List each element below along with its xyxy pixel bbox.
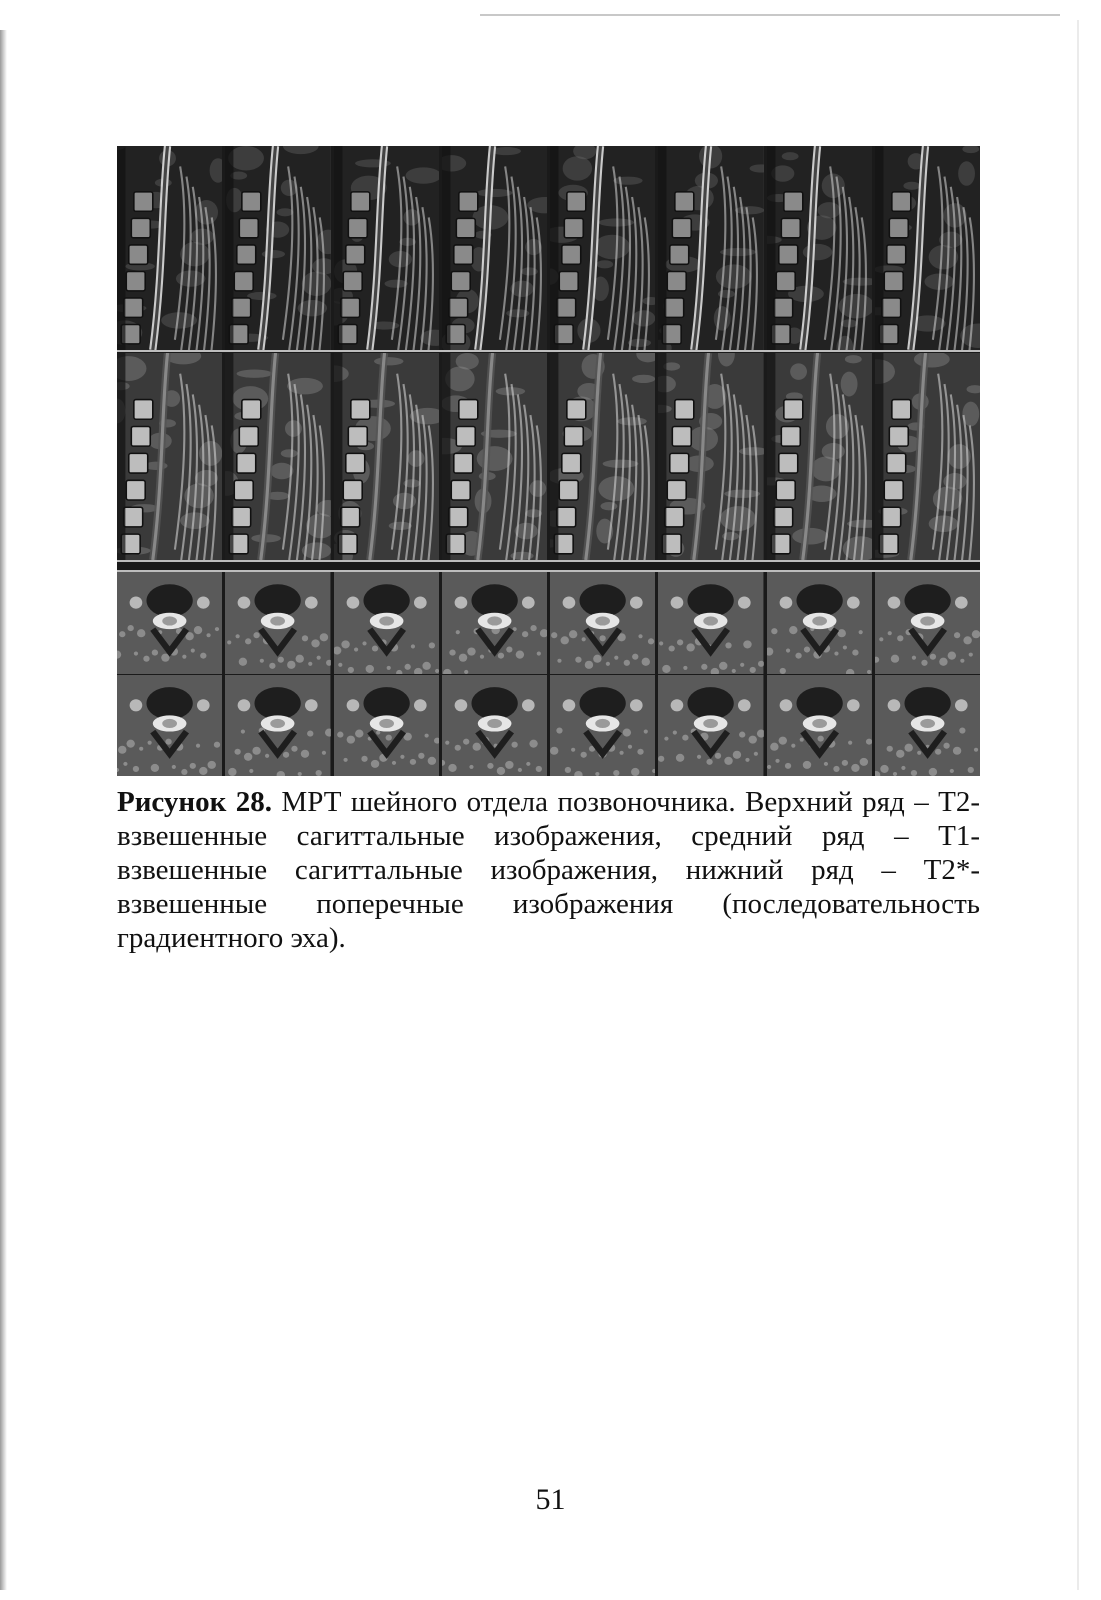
mri-figure bbox=[117, 146, 980, 776]
mri-sagittal-image bbox=[550, 353, 655, 560]
mri-axial-image bbox=[442, 572, 547, 674]
page-scan-edge-top bbox=[480, 14, 1060, 16]
mri-axial-image bbox=[334, 675, 439, 776]
t2star-axial-row-2 bbox=[117, 675, 980, 776]
mri-axial-image bbox=[442, 675, 547, 776]
mri-sagittal-image bbox=[442, 146, 547, 350]
mri-axial-image bbox=[225, 572, 330, 674]
mri-axial-image bbox=[767, 675, 872, 776]
mri-axial-image bbox=[225, 675, 330, 776]
t1-sagittal-row bbox=[117, 353, 980, 562]
mri-sagittal-image bbox=[767, 353, 872, 560]
mri-sagittal-image bbox=[117, 353, 222, 560]
mri-axial-image bbox=[875, 572, 980, 674]
mri-sagittal-image bbox=[550, 146, 655, 350]
page-scan-edge-right bbox=[1077, 20, 1079, 1590]
mri-sagittal-image bbox=[225, 146, 330, 350]
t2star-axial-row-1 bbox=[117, 570, 980, 674]
mri-axial-image bbox=[550, 572, 655, 674]
mri-axial-image bbox=[658, 675, 763, 776]
t2-sagittal-row bbox=[117, 146, 980, 352]
mri-axial-image bbox=[117, 572, 222, 674]
mri-sagittal-image bbox=[658, 353, 763, 560]
mri-sagittal-image bbox=[658, 146, 763, 350]
mri-axial-image bbox=[658, 572, 763, 674]
page-number: 51 bbox=[535, 1483, 566, 1516]
mri-axial-image bbox=[767, 572, 872, 674]
mri-sagittal-image bbox=[334, 146, 439, 350]
mri-axial-image bbox=[550, 675, 655, 776]
mri-sagittal-image bbox=[225, 353, 330, 560]
mri-axial-image bbox=[875, 675, 980, 776]
mri-image-grid bbox=[117, 146, 980, 776]
mri-sagittal-image bbox=[442, 353, 547, 560]
mri-sagittal-image bbox=[875, 353, 980, 560]
mri-sagittal-image bbox=[334, 353, 439, 560]
figure-label: Рисунок 28. bbox=[117, 786, 272, 818]
figure-caption bbox=[117, 785, 980, 955]
mri-sagittal-image bbox=[767, 146, 872, 350]
mri-sagittal-image bbox=[875, 146, 980, 350]
mri-sagittal-image bbox=[117, 146, 222, 350]
mri-axial-image bbox=[117, 675, 222, 776]
figure-caption-text: МРТ шейного отдела позвоночника. Верхний ряд – Т2-взвешенные сагиттальные изображения, средний ряд – Т1-взвешенные сагиттальные изображения, нижний ряд – Т2*-взвешенные поперечные изображения (последовательность градиентного эха). bbox=[117, 786, 980, 954]
page-scan-edge bbox=[0, 30, 7, 1590]
mri-axial-image bbox=[334, 572, 439, 674]
